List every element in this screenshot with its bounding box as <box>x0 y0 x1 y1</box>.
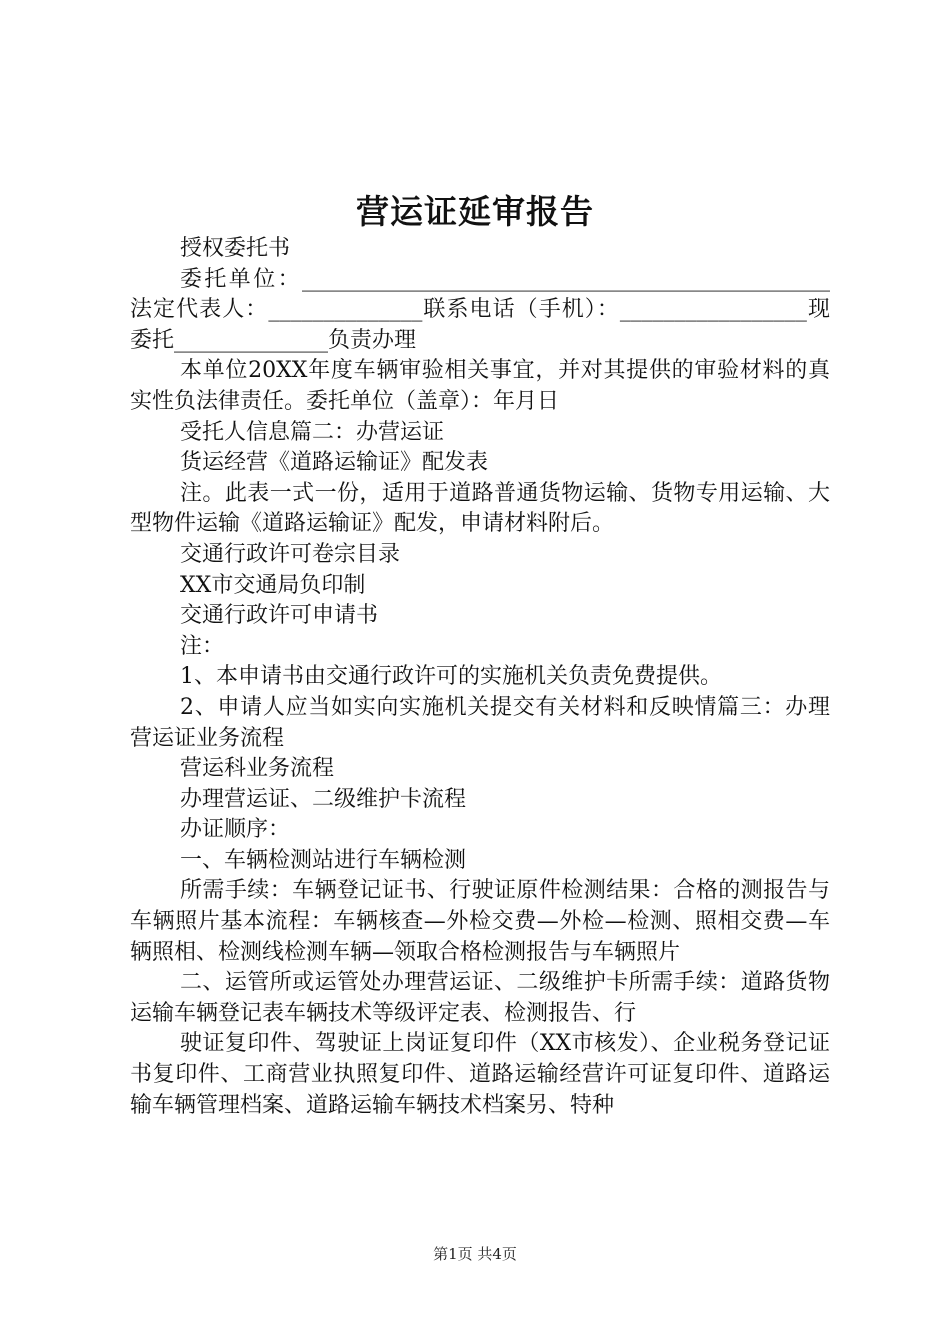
paragraph: 交通行政许可卷宗目录 <box>180 541 401 567</box>
paragraph: 办证顺序： <box>180 817 291 843</box>
paragraph: 本单位20XX年度车辆审验相关事宜，并对其提供的审验材料的真实性负法律责任。委托单位（盖章）：年月日 <box>130 358 830 414</box>
paragraph: 受托人信息篇二：办营运证 <box>180 419 445 445</box>
paragraph: XX市交通局负印制 <box>180 572 366 598</box>
paragraph: 1、本申请书由交通行政许可的实施机关负责免费提供。 <box>180 664 722 690</box>
paragraph: 营运科业务流程 <box>180 756 335 782</box>
paragraph: 一、车辆检测站进行车辆检测 <box>180 847 467 873</box>
paragraph: 交通行政许可申请书 <box>180 603 379 629</box>
document-title: 营运证延审报告 <box>356 192 594 231</box>
paragraph: 驶证复印件、驾驶证上岗证复印件（XX市核发）、企业税务登记证书复印件、工商营业执照复印件、道路运输经营许可证复印件、道路运输车辆管理档案、道路运输车辆技术档案另、特种 <box>130 1031 830 1118</box>
paragraph: 办理营运证、二级维护卡流程 <box>180 786 467 812</box>
paragraph: 二、运管所或运管处办理营运证、二级维护卡所需手续：道路货物运输车辆登记表车辆技术等级评定表、检测报告、行 <box>130 970 830 1026</box>
paragraph: 所需手续：车辆登记证书、行驶证原件检测结果：合格的测报告与车辆照片基本流程：车辆核查—外检交费—外检—检测、照相交费—车辆照相、检测线检测车辆—领取合格检测报告与车辆照片 <box>130 878 830 965</box>
page-number-footer: 第1页 共4页 <box>433 1245 517 1263</box>
paragraph: 授权委托书 <box>180 236 291 261</box>
paragraph: 2、申请人应当如实向实施机关提交有关材料和反映情篇三：办理营运证业务流程 <box>130 694 830 751</box>
paragraph: 注。此表一式一份，适用于道路普通货物运输、货物专用运输、大型物件运输《道路运输证》配发，申请材料附后。 <box>130 480 830 537</box>
paragraph: 注： <box>180 633 225 659</box>
document-body <box>130 234 830 1121</box>
paragraph: 货运经营《道路运输证》配发表 <box>180 450 489 476</box>
paragraph: 委托单位：________________________________________________法定代表人：______________联系电话（手机）：_________________现委托______________负责办理 <box>130 266 830 353</box>
